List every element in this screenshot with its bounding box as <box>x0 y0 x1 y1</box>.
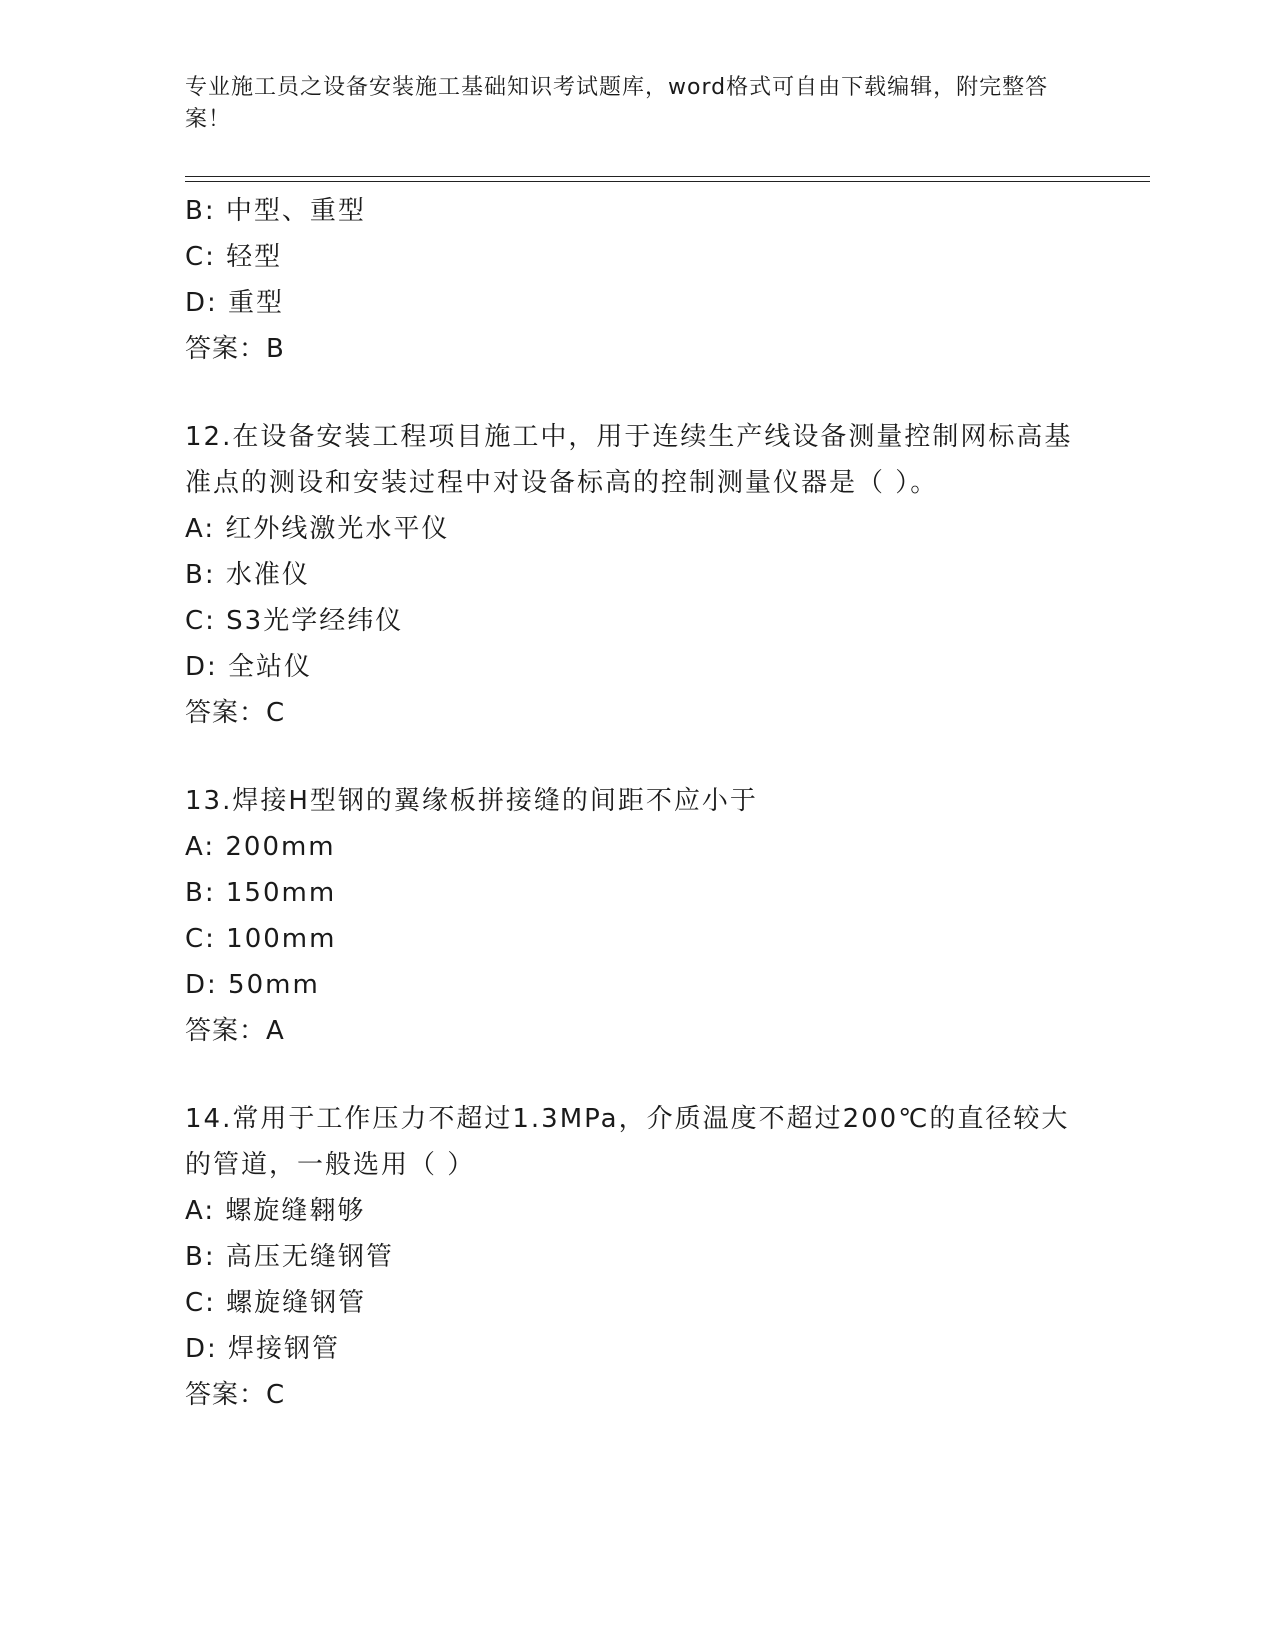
question-list <box>185 188 1085 1418</box>
option-c: C: 螺旋缝钢管 <box>185 1288 367 1318</box>
answer-line: 答案：B <box>185 334 285 364</box>
option-b: B: 中型、重型 <box>185 196 366 226</box>
question-stem: 13.焊接H型钢的翼缘板拼接缝的间距不应小于 <box>185 786 758 816</box>
question-stem: 12.在设备安装工程项目施工中，用于连续生产线设备测量控制网标高基准点的测设和安装过程中对设备标高的控制测量仪器是（ ）。 <box>185 422 1073 498</box>
answer-line: 答案：C <box>185 698 286 728</box>
question-14 <box>185 1096 1085 1418</box>
answer-line: 答案：A <box>185 1016 285 1046</box>
option-c: C: S3光学经纬仪 <box>185 606 404 636</box>
answer-line: 答案：C <box>185 1380 286 1410</box>
header-divider-top <box>185 176 1150 177</box>
option-d: D: 焊接钢管 <box>185 1334 341 1364</box>
option-b: B: 150mm <box>185 878 337 908</box>
document-header: 专业施工员之设备安装施工基础知识考试题库，word格式可自由下载编辑，附完整答案！ <box>185 75 1049 132</box>
option-c: C: 轻型 <box>185 242 283 272</box>
option-d: D: 50mm <box>185 970 320 1000</box>
option-b: B: 水准仪 <box>185 560 310 590</box>
question-stem: 14.常用于工作压力不超过1.3MPa，介质温度不超过200℃的直径较大的管道，一般选用（ ） <box>185 1104 1070 1180</box>
option-d: D: 全站仪 <box>185 652 313 682</box>
option-b: B: 高压无缝钢管 <box>185 1242 394 1272</box>
option-a: A: 红外线激光水平仪 <box>185 514 450 544</box>
option-d: D: 重型 <box>185 288 285 318</box>
question-continued <box>185 188 1085 372</box>
option-a: A: 螺旋缝翱够 <box>185 1196 366 1226</box>
question-12 <box>185 414 1085 736</box>
question-13 <box>185 778 1085 1054</box>
option-c: C: 100mm <box>185 924 337 954</box>
header-divider-bottom <box>185 181 1150 182</box>
option-a: A: 200mm <box>185 832 336 862</box>
